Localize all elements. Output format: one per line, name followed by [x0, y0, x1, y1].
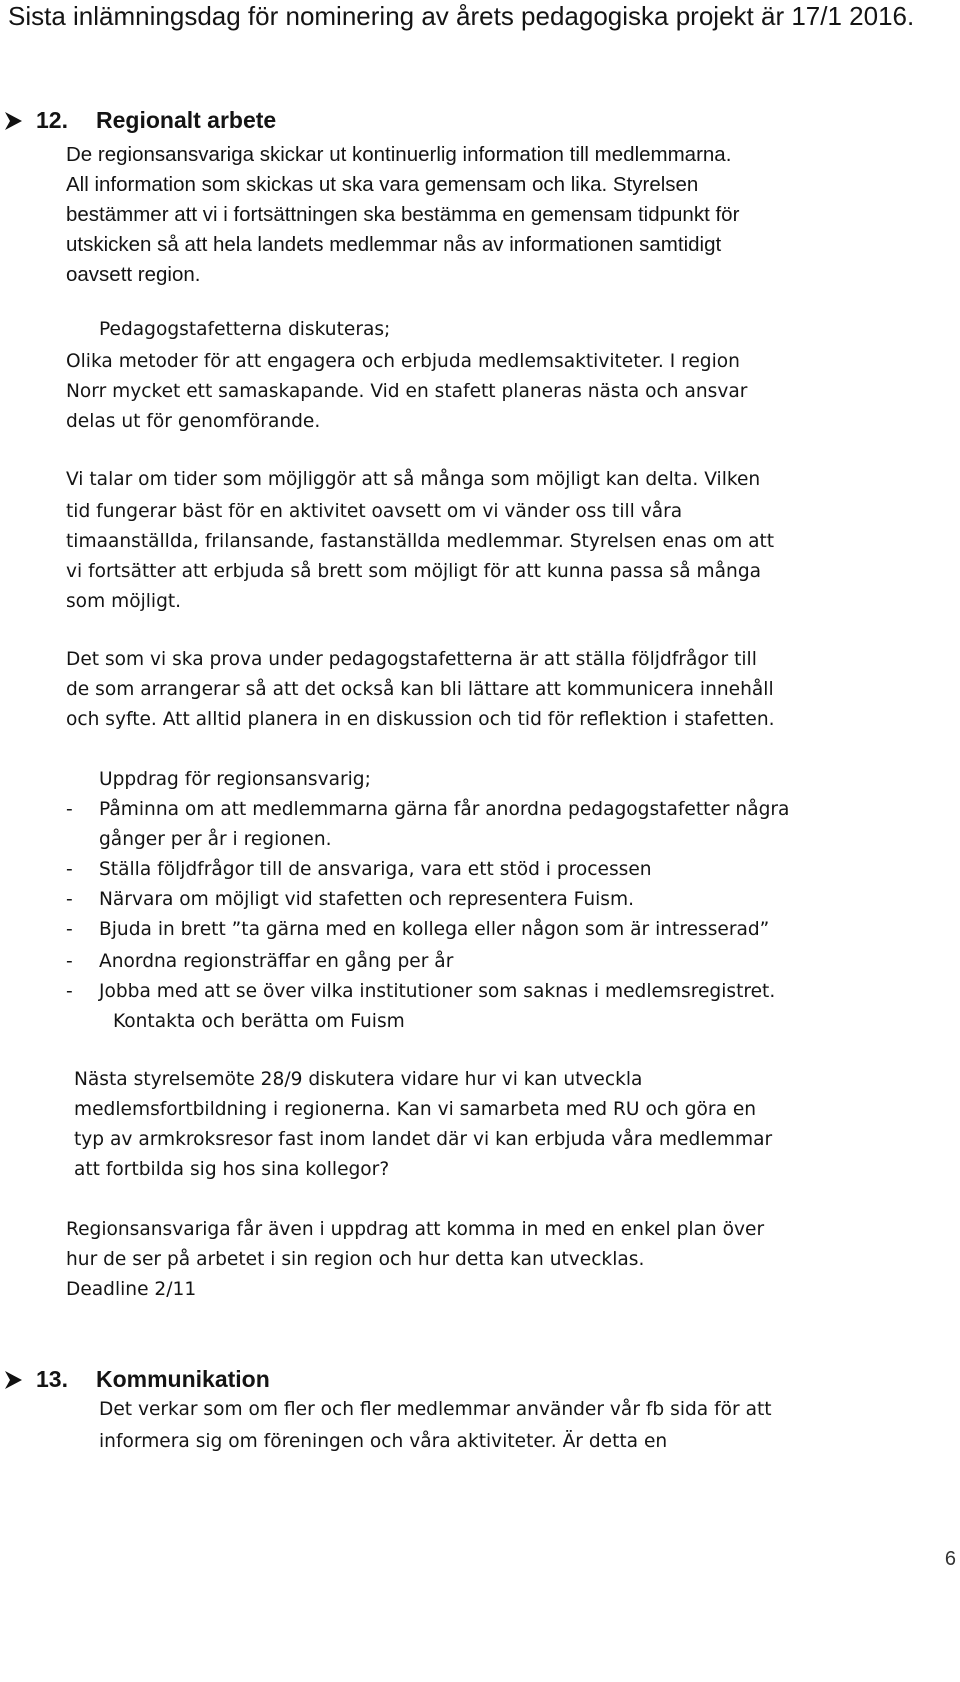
- plan-line: Deadline 2/11: [66, 1279, 197, 1300]
- ped-heading: Pedagogstafetterna diskuteras;: [99, 319, 391, 340]
- section-12-number: 12.: [36, 107, 68, 133]
- list-item: Ställa följdfrågor till de ansvariga, vara ett stöd i processen: [99, 859, 652, 880]
- page-header: Sista inlämningsdag för nominering av årets pedagogiska projekt är 17/1 2016.: [8, 1, 915, 31]
- list-item: Närvara om möjligt vid stafetten och representera Fuism.: [99, 889, 635, 910]
- section-13-number: 13.: [36, 1366, 68, 1392]
- plan-line: Regionsansvariga får även i uppdrag att komma in med en enkel plan över: [66, 1219, 765, 1240]
- prova-line: och syfte. Att alltid planera in en diskussion och tid för reflektion i stafetten.: [66, 709, 775, 730]
- section-13-line: informera sig om föreningen och våra aktiviteter. Är detta en: [99, 1431, 668, 1452]
- arrow-bullet-icon: [2, 1367, 28, 1393]
- section-13-title: Kommunikation: [96, 1366, 270, 1392]
- section-13-line: Det verkar som om fler och fler medlemmar använder vår fb sida för att: [99, 1399, 772, 1420]
- ped-line: delas ut för genomförande.: [66, 411, 321, 432]
- time-line: tid fungerar bäst för en aktivitet oavsett om vi vänder oss till våra: [66, 501, 683, 522]
- intro-line: oavsett region.: [66, 263, 201, 286]
- nasta-line: medlemsfortbildning i regionerna. Kan vi samarbeta med RU och göra en: [74, 1099, 757, 1120]
- page-number: 6: [944, 1548, 956, 1570]
- plan-line: hur de ser på arbetet i sin region och hur detta kan utvecklas.: [66, 1249, 645, 1270]
- prova-line: Det som vi ska prova under pedagogstafetterna är att ställa följdfrågor till: [66, 649, 757, 670]
- list-item-continuation: gånger per år i regionen.: [99, 829, 332, 850]
- list-dash: -: [66, 981, 73, 1002]
- list-item: Anordna regionsträffar en gång per år: [99, 951, 454, 972]
- nasta-line: Nästa styrelsemöte 28/9 diskutera vidare hur vi kan utveckla: [74, 1069, 643, 1090]
- time-line: vi fortsätter att erbjuda så brett som möjligt för att kunna passa så många: [66, 561, 762, 582]
- list-dash: -: [66, 859, 73, 880]
- list-item: Bjuda in brett ”ta gärna med en kollega eller någon som är intresserad”: [99, 919, 770, 940]
- list-dash: -: [66, 799, 73, 820]
- list-dash: -: [66, 951, 73, 972]
- section-12-title: Regionalt arbete: [96, 107, 277, 133]
- arrow-bullet-icon: [2, 108, 28, 134]
- intro-line: All information som skickas ut ska vara gemensam och lika. Styrelsen: [66, 173, 699, 196]
- list-dash: -: [66, 889, 73, 910]
- list-item-continuation: Kontakta och berätta om Fuism: [113, 1011, 405, 1032]
- intro-line: bestämmer att vi i fortsättningen ska bestämma en gemensam tidpunkt för: [66, 203, 740, 226]
- time-line: Vi talar om tider som möjliggör att så många som möjligt kan delta. Vilken: [66, 469, 761, 490]
- nasta-line: att fortbilda sig hos sina kollegor?: [74, 1159, 390, 1180]
- time-line: som möjligt.: [66, 591, 182, 612]
- list-item: Jobba med att se över vilka institutioner som saknas i medlemsregistret.: [99, 981, 776, 1002]
- uppdrag-heading: Uppdrag för regionsansvarig;: [99, 769, 371, 790]
- intro-line: utskicken så att hela landets medlemmar nås av informationen samtidigt: [66, 233, 722, 256]
- nasta-line: typ av armkroksresor fast inom landet där vi kan erbjuda våra medlemmar: [74, 1129, 773, 1150]
- prova-line: de som arrangerar så att det också kan bli lättare att kommunicera innehåll: [66, 679, 774, 700]
- list-item: Påminna om att medlemmarna gärna får anordna pedagogstafetter några: [99, 799, 790, 820]
- ped-line: Olika metoder för att engagera och erbjuda medlemsaktiviteter. I region: [66, 351, 740, 372]
- ped-line: Norr mycket ett samaskapande. Vid en stafett planeras nästa och ansvar: [66, 381, 748, 402]
- list-dash: -: [66, 919, 73, 940]
- time-line: timaanställda, frilansande, fastanställda medlemmar. Styrelsen enas om att: [66, 531, 775, 552]
- intro-line: De regionsansvariga skickar ut kontinuerlig information till medlemmarna.: [66, 143, 732, 166]
